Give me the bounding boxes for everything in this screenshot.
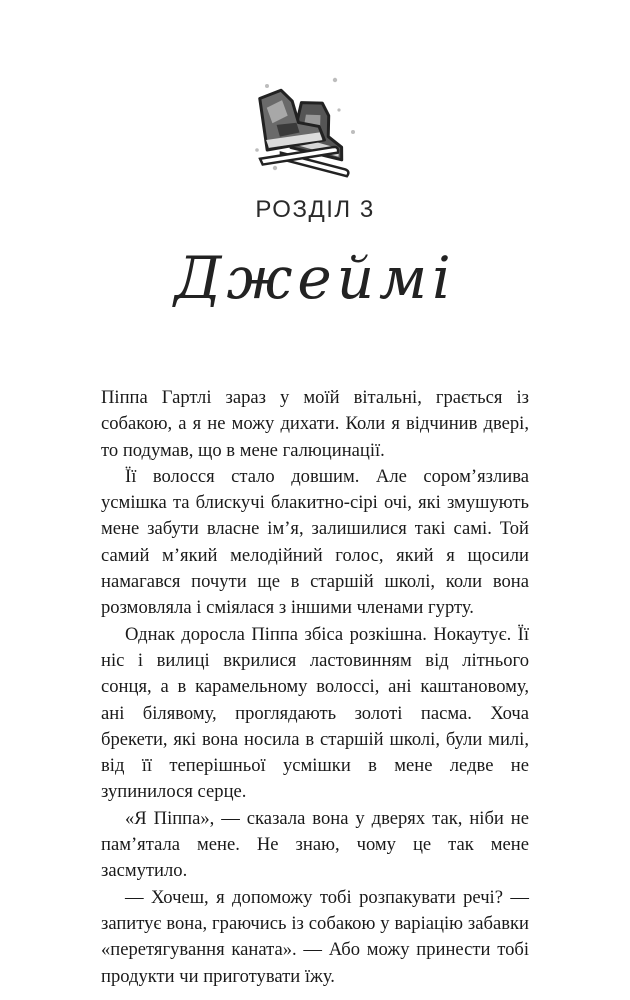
paragraph: «Я Піппа», — сказала вона у дверях так, ніби не пам’ятала мене. Не знаю, чому це так мене засмутило. xyxy=(101,807,529,882)
chapter-label: РОЗДІЛ 3 xyxy=(255,196,375,223)
paragraph: Піппа Гартлі зараз у моїй вітальні, грається із собакою, а я не можу дихати. Коли я відчинив двері, то подумав, що в мене галюцинації. xyxy=(101,387,529,461)
paragraph: Однак доросла Піппа збіса розкішна. Нокаутує. Її ніс і вилиці вкрилися ластовинням від літнього сонця, а в карамельному волоссі, ані каштановому, ані білявому, проглядають золоті пасма. Хоча брекети, які вона носила в старшій школі, були милі, від її теперішньої усмішки в мене ледве не зупинилося серце. xyxy=(101,623,529,803)
paragraph: Її волосся стало довшим. Але сором’язлива усмішка та блискучі блакитно-сірі очі, які змушують мене забути власне ім’я, залишилися такі самі. Той самий м’який мелодійний голос, який я щосили намагався почути ще в старшій школі, коли вона розмовляла і сміялася з іншими членами гурту. xyxy=(101,465,529,619)
chapter-title: Джеймі xyxy=(174,244,456,312)
ice-skates-icon xyxy=(235,72,375,190)
paragraph: — Хочеш, я допоможу тобі розпакувати речі? — запитує вона, граючись із собакою у варіацію забавки «перетягування каната». — Або можу принести тобі продукти чи приготувати їжу. xyxy=(101,886,529,987)
body-text xyxy=(101,385,529,990)
